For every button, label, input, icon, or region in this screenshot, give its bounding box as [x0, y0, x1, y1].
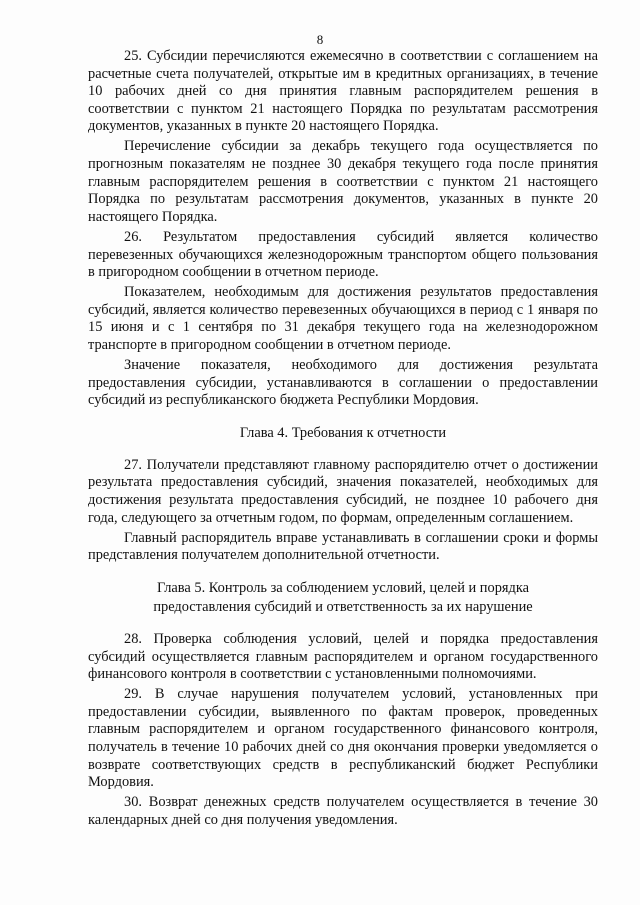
paragraph-27: 27. Получатели представляют главному распорядителю отчет о достижении результата предоставления субсидий, значения показателей, необходимых для достижения результата предоставления субсидий, не позднее 10 рабочего дня года, следующего за отчетным годом, по формам, определенным соглашением. [88, 456, 598, 526]
paragraph-26: 26. Результатом предоставления субсидий является количество перевезенных обучающихся железнодорожным транспортом общего пользования в пригородном сообщении в отчетном периоде. [88, 228, 598, 281]
paragraph-26-value: Значение показателя, необходимого для достижения результата предоставления субсидии, устанавливаются в соглашении о предоставлении субсидий из республиканского бюджета Республики Мордовия. [88, 357, 598, 409]
document-body [88, 48, 598, 832]
chapter-4-heading [88, 424, 598, 443]
paragraph-28: 28. Проверка соблюдения условий, целей и порядка предоставления субсидий осуществляется главным распорядителем и органом государственного финансового контроля в соответствии с установленными полномочиями. [88, 630, 598, 683]
paragraph-26-indicator: Показателем, необходимым для достижения результатов предоставления субсидий, является количество перевезенных обучающихся в период с 1 января по 15 июня и с 1 сентября по 31 декабря текущего года на железнодорожном транспорте в пригородном сообщении в отчетном периоде. [88, 284, 598, 353]
paragraph-25-december: Перечисление субсидии за декабрь текущего года осуществляется по прогнозным показателям не позднее 30 декабря текущего года после принятия главным распорядителем решения в соответствии с пунктом 21 настоящего Порядка по результатам рассмотрения документов, указанных в пункте 20 настоящего Порядка. [88, 138, 598, 225]
page-number: 8 [316, 32, 324, 47]
chapter-5-title-line2: предоставления субсидий и ответственность за их нарушение [153, 598, 533, 615]
paragraph-29: 29. В случае нарушения получателем условий, установленных при предоставлении субсидии, выявленного по фактам проверок, проведенных главным распорядителем и органом государственного финансового контроля, получатель в течение 10 рабочих дней со дня окончания проверки уведомляется о возврате соответствующих средств в республиканский бюджет Республики Мордовия. [88, 686, 598, 791]
paragraph-27-additional: Главный распорядитель вправе устанавливать в соглашении сроки и формы представления получателем дополнительной отчетности. [88, 529, 598, 564]
paragraph-30: 30. Возврат денежных средств получателем осуществляется в течение 30 календарных дней со дня получения уведомления. [88, 794, 598, 828]
chapter-5-title-line1: Глава 5. Контроль за соблюдением условий, целей и порядка [157, 579, 529, 596]
chapter-5-heading [88, 579, 598, 617]
paragraph-25: 25. Субсидии перечисляются ежемесячно в соответствии с соглашением на расчетные счета получателей, открытые им в кредитных организациях, в течение 10 рабочих дней со дня принятия главным распорядителем решения в соответствии с пунктом 21 настоящего Порядка по результатам рассмотрения документов, указанных в пункте 20 настоящего Порядка. [88, 48, 598, 135]
chapter-4-title: Глава 4. Требования к отчетности [239, 424, 447, 441]
